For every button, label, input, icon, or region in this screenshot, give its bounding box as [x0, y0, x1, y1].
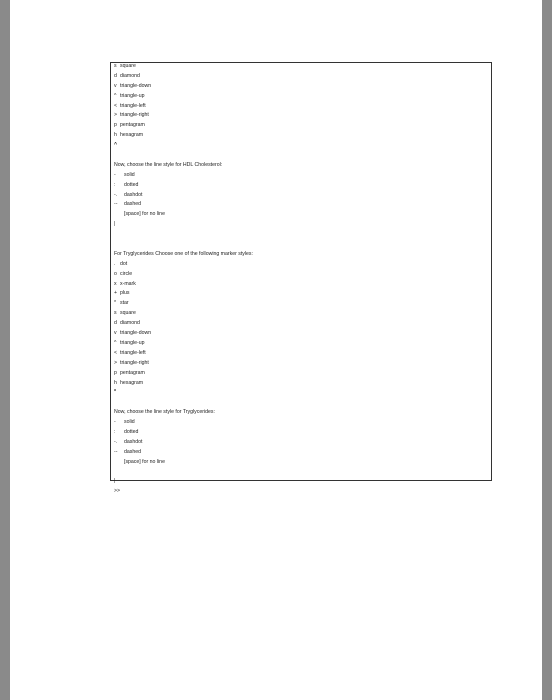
marker-option: d diamond	[114, 72, 140, 79]
blank-line	[114, 240, 488, 250]
marker-input-2: *	[114, 389, 117, 396]
marker-option: p pentagram	[114, 369, 145, 376]
marker-list-2	[114, 260, 488, 389]
line-style-option: : dotted	[114, 181, 139, 188]
line-style-option: - solid	[114, 419, 135, 426]
line-style-list-2	[114, 418, 488, 467]
tryglycerides-marker-prompt: For Tryglycerides Choose one of the following marker styles:	[114, 250, 253, 257]
marker-option: d diamond	[114, 320, 140, 327]
line-style-option: -. dashdot	[114, 438, 143, 445]
marker-option: v triangle-down	[114, 330, 152, 337]
hdl-line-style-prompt: Now, choose the line style for HDL Cholesterol:	[114, 161, 223, 168]
marker-option: s square	[114, 63, 136, 69]
line-style-option: [space] for no line	[124, 458, 165, 465]
marker-option: > triangle-right	[114, 112, 149, 119]
document-page	[10, 0, 542, 700]
line-style-option: -. dashdot	[114, 191, 143, 198]
line-style-option: -- dashed	[114, 448, 142, 455]
marker-option: h hexagram	[114, 132, 144, 139]
marker-option: ^ triangle-up	[114, 92, 145, 99]
marker-option: o circle	[114, 270, 133, 277]
line-style-list-1	[114, 171, 488, 220]
line-style-option: [space] for no line	[124, 211, 165, 218]
marker-option: . dot	[114, 260, 128, 267]
line-style-option: -- dashed	[114, 201, 142, 208]
marker-option: ^ triangle-up	[114, 339, 145, 346]
marker-option: < triangle-left	[114, 349, 146, 356]
line-style-input-2: |	[114, 478, 116, 485]
blank-line	[114, 398, 488, 408]
blank-line	[114, 230, 488, 240]
command-window[interactable]	[110, 62, 492, 495]
marker-list-1	[114, 62, 488, 141]
blank-line	[114, 151, 488, 161]
marker-option: h hexagram	[114, 379, 144, 386]
line-style-option: - solid	[114, 171, 135, 178]
marker-option: < triangle-left	[114, 102, 146, 109]
marker-input-1: ^	[114, 142, 118, 149]
marker-option: x x-mark	[114, 280, 136, 287]
line-style-option: : dotted	[114, 428, 139, 435]
blank-line	[114, 468, 488, 478]
tryglycerides-line-style-prompt: Now, choose the line style for Tryglycerides:	[114, 409, 215, 416]
marker-option: s square	[114, 310, 136, 317]
marker-option: > triangle-right	[114, 359, 149, 366]
command-prompt[interactable]: >>	[114, 488, 121, 495]
console-output	[114, 62, 488, 497]
marker-option: p pentagram	[114, 122, 145, 129]
line-style-input-1: |	[114, 221, 116, 228]
marker-option: v triangle-down	[114, 82, 152, 89]
marker-option: * star	[114, 300, 129, 307]
marker-option: + plus	[114, 290, 130, 297]
